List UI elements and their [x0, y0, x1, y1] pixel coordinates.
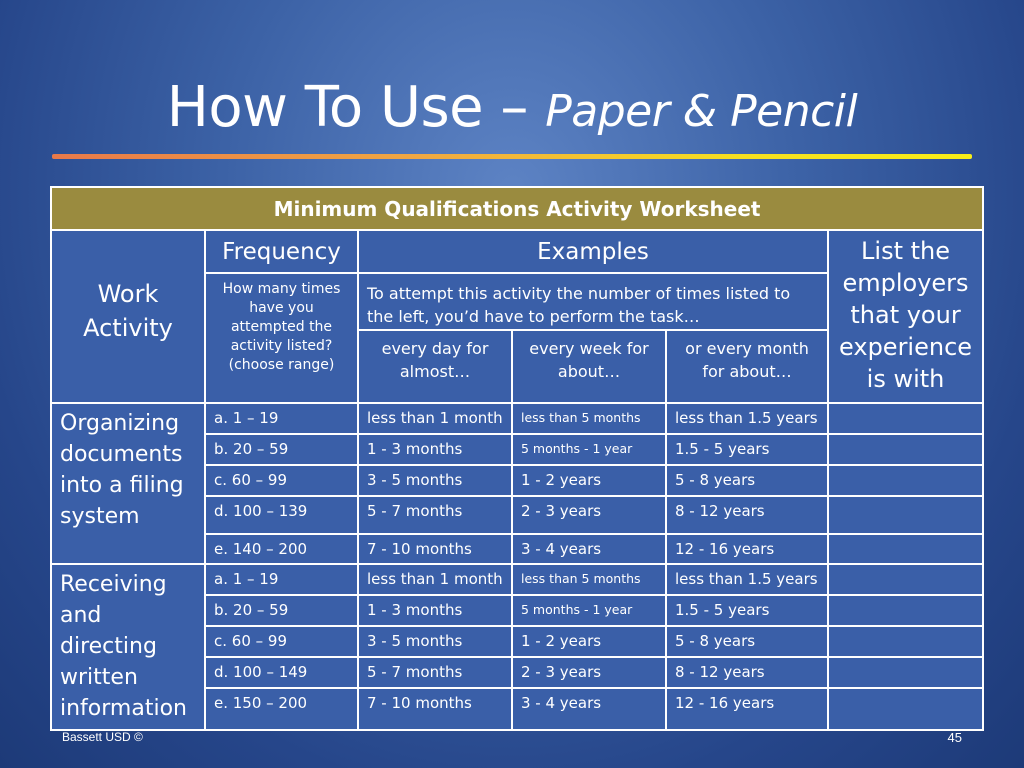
month-cell: 5 - 8 years	[666, 465, 828, 496]
col-every-day: every day for almost…	[358, 330, 512, 403]
work-activity-header: Work Activity	[51, 230, 205, 403]
col-every-week: every week for about…	[512, 330, 666, 403]
week-cell: 1 - 2 years	[512, 465, 666, 496]
month-cell: 8 - 12 years	[666, 496, 828, 534]
day-cell: 7 - 10 months	[358, 534, 512, 564]
title-underline	[52, 154, 972, 159]
month-cell: 1.5 - 5 years	[666, 434, 828, 465]
employer-cell[interactable]	[828, 688, 983, 730]
freq-cell: c. 60 – 99	[205, 626, 358, 657]
week-cell: 2 - 3 years	[512, 496, 666, 534]
day-cell: 5 - 7 months	[358, 496, 512, 534]
employer-cell[interactable]	[828, 465, 983, 496]
freq-cell: b. 20 – 59	[205, 434, 358, 465]
week-cell: 2 - 3 years	[512, 657, 666, 688]
month-cell: 5 - 8 years	[666, 626, 828, 657]
footer-copyright: Bassett USD ©	[62, 730, 143, 744]
footer-page-number: 45	[947, 730, 962, 745]
employer-cell[interactable]	[828, 595, 983, 626]
title-main: How To Use –	[166, 75, 546, 140]
list-employers-header: List the employers that your experience is with	[828, 230, 983, 403]
freq-cell: b. 20 – 59	[205, 595, 358, 626]
freq-cell: d. 100 – 149	[205, 657, 358, 688]
freq-cell: c. 60 – 99	[205, 465, 358, 496]
slide-title	[0, 68, 1024, 152]
day-cell: 5 - 7 months	[358, 657, 512, 688]
week-cell: 1 - 2 years	[512, 626, 666, 657]
employer-cell[interactable]	[828, 657, 983, 688]
employer-cell[interactable]	[828, 403, 983, 434]
week-cell: 5 months - 1 year	[512, 595, 666, 626]
table-row	[51, 564, 983, 595]
week-cell: 3 - 4 years	[512, 688, 666, 730]
title-subtitle: Paper & Pencil	[545, 86, 858, 137]
month-cell: 8 - 12 years	[666, 657, 828, 688]
month-cell: 1.5 - 5 years	[666, 595, 828, 626]
employer-cell[interactable]	[828, 534, 983, 564]
worksheet-table	[50, 186, 984, 731]
employer-cell[interactable]	[828, 626, 983, 657]
week-cell: less than 5 months	[512, 564, 666, 595]
activity-name: Organizing documents into a filing system	[51, 403, 205, 564]
examples-note: To attempt this activity the number of times listed to the left, you’d have to perform the task…	[358, 273, 828, 330]
month-cell: less than 1.5 years	[666, 403, 828, 434]
examples-header: Examples	[358, 230, 828, 273]
month-cell: less than 1.5 years	[666, 564, 828, 595]
employer-cell[interactable]	[828, 496, 983, 534]
day-cell: 1 - 3 months	[358, 434, 512, 465]
table-row	[51, 403, 983, 434]
employer-cell[interactable]	[828, 434, 983, 465]
month-cell: 12 - 16 years	[666, 688, 828, 730]
day-cell: 3 - 5 months	[358, 626, 512, 657]
freq-cell: d. 100 – 139	[205, 496, 358, 534]
freq-cell: a. 1 – 19	[205, 403, 358, 434]
day-cell: less than 1 month	[358, 403, 512, 434]
activity-name: Receiving and directing written information	[51, 564, 205, 730]
day-cell: 1 - 3 months	[358, 595, 512, 626]
worksheet-banner: Minimum Qualifications Activity Worksheet	[51, 187, 983, 230]
week-cell: 5 months - 1 year	[512, 434, 666, 465]
freq-cell: a. 1 – 19	[205, 564, 358, 595]
week-cell: less than 5 months	[512, 403, 666, 434]
month-cell: 12 - 16 years	[666, 534, 828, 564]
frequency-header: Frequency	[205, 230, 358, 273]
col-every-month: or every month for about…	[666, 330, 828, 403]
frequency-note: How many times have you attempted the activity listed? (choose range)	[205, 273, 358, 403]
freq-cell: e. 140 – 200	[205, 534, 358, 564]
day-cell: 7 - 10 months	[358, 688, 512, 730]
day-cell: less than 1 month	[358, 564, 512, 595]
day-cell: 3 - 5 months	[358, 465, 512, 496]
employer-cell[interactable]	[828, 564, 983, 595]
freq-cell: e. 150 – 200	[205, 688, 358, 730]
week-cell: 3 - 4 years	[512, 534, 666, 564]
